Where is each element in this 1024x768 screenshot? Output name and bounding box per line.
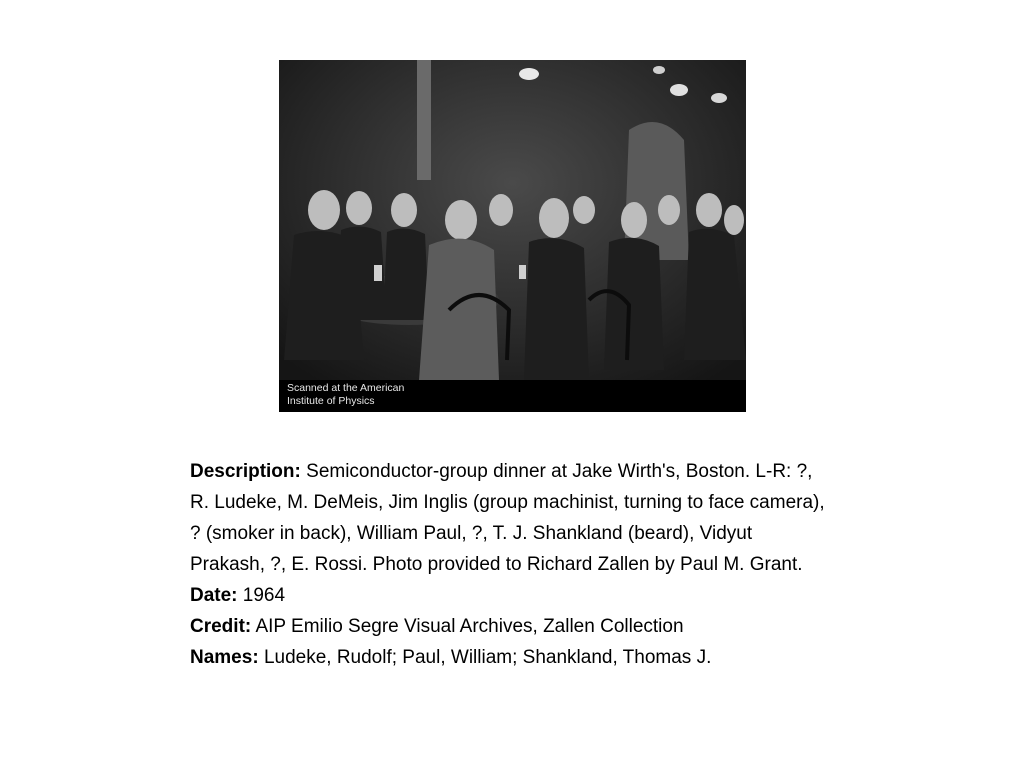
date-line: [190, 580, 830, 611]
description-text: Semiconductor-group dinner at Jake Wirth's, Boston. L-R: ?, R. Ludeke, M. DeMeis, Jim Inglis (group machinist, turning to face camera), ? (smoker in back), William Paul, ?, T. J. Shankland (beard), Vidyut Prakash, ?, E. Rossi. Photo provided to Richard Zallen by Paul M. Grant.: [190, 461, 825, 575]
description-paragraph: [190, 456, 830, 580]
date-label: Date:: [190, 585, 238, 606]
photo-metadata: [190, 456, 830, 673]
names-value: Ludeke, Rudolf; Paul, William; Shankland, Thomas J.: [263, 647, 712, 668]
credit-label: Credit:: [190, 616, 252, 637]
names-line: [190, 642, 830, 673]
date-value: 1964: [242, 585, 286, 606]
photo-caption-text: Scanned at the American Institute of Physics: [287, 382, 405, 407]
names-label: Names:: [190, 647, 259, 668]
credit-line: [190, 611, 830, 642]
photo-image: [279, 60, 746, 412]
group-photo: [279, 60, 746, 412]
credit-value: AIP Emilio Segre Visual Archives, Zallen Collection: [255, 616, 684, 637]
photo-caption-bar: [279, 380, 746, 412]
description-label: Description:: [190, 461, 301, 482]
